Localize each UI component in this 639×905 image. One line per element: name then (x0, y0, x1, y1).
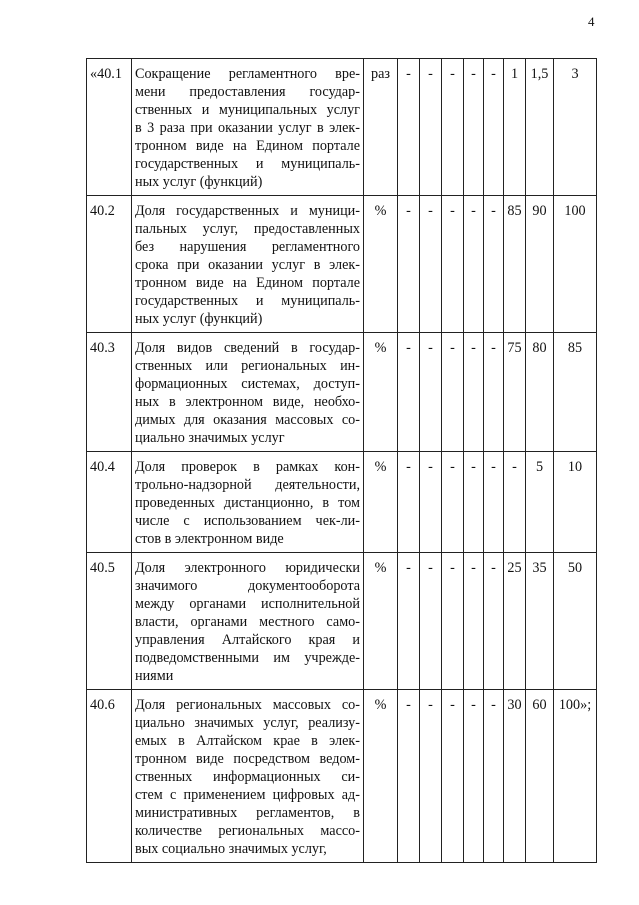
value-cell: - (504, 452, 526, 553)
value-cell: - (442, 690, 464, 863)
description-line: стов в электронном виде (135, 531, 284, 547)
description-line: управления Алтайского края и (135, 632, 360, 648)
value-cell: - (420, 333, 442, 452)
row-number-cell: 40.4 (87, 452, 132, 553)
value-cell: - (464, 690, 484, 863)
value-cell: 75 (504, 333, 526, 452)
description-line: ственных и муниципальных услуг (135, 102, 360, 118)
indicator-description-cell (132, 690, 364, 863)
value-cell: - (398, 452, 420, 553)
indicator-description-cell (132, 196, 364, 333)
unit-cell: % (364, 333, 398, 452)
value-cell: - (484, 690, 504, 863)
value-cell: - (442, 59, 464, 196)
value-cell: - (464, 452, 484, 553)
value-cell: - (442, 553, 464, 690)
description-line: емых в Алтайском крае в элек- (135, 733, 360, 749)
table-row (87, 196, 597, 333)
description-line: Доля проверок в рамках кон- (135, 459, 360, 475)
description-line: тронном виде на Едином портале (135, 138, 360, 154)
value-cell: - (442, 333, 464, 452)
description-line: вых социально значимых услуг, (135, 841, 327, 857)
value-cell: 80 (526, 333, 554, 452)
description-line: ственных или региональных ин- (135, 358, 360, 374)
value-cell: - (398, 553, 420, 690)
description-line: пальных услуг, предоставленных (135, 221, 360, 237)
value-cell: 90 (526, 196, 554, 333)
description-line: тронном виде посредством ведом- (135, 751, 360, 767)
value-cell: - (464, 333, 484, 452)
value-cell: - (484, 196, 504, 333)
value-cell: - (420, 196, 442, 333)
value-cell: - (398, 59, 420, 196)
value-cell: - (484, 553, 504, 690)
value-cell: - (420, 59, 442, 196)
table-row (87, 690, 597, 863)
row-number-cell: «40.1 (87, 59, 132, 196)
description-line: значимого документооборота (135, 578, 360, 594)
indicator-description-cell (132, 333, 364, 452)
value-cell: - (442, 196, 464, 333)
description-line: Доля государственных и муници- (135, 203, 360, 219)
description-line: циально значимых услуг, реализу- (135, 715, 360, 731)
description-line: Доля региональных массовых со- (135, 697, 360, 713)
description-line: числе с использованием чек-ли- (135, 513, 360, 529)
page-number: 4 (588, 14, 595, 29)
description-line: количестве региональных массо- (135, 823, 360, 839)
value-cell: 85 (554, 333, 597, 452)
value-cell: 10 (554, 452, 597, 553)
description-line: Сокращение регламентного вре- (135, 66, 360, 82)
row-number-cell: 40.5 (87, 553, 132, 690)
value-cell: - (398, 333, 420, 452)
indicator-description-cell (132, 553, 364, 690)
description-line: стем с применением цифровых ад- (135, 787, 360, 803)
unit-cell: % (364, 196, 398, 333)
unit-cell: раз (364, 59, 398, 196)
value-cell: - (398, 196, 420, 333)
unit-cell: % (364, 553, 398, 690)
value-cell: - (442, 452, 464, 553)
value-cell: 100 (554, 196, 597, 333)
description-line: государственных и муниципаль- (135, 156, 360, 172)
description-line: ных в электронном виде, необхо- (135, 394, 360, 410)
value-cell: 50 (554, 553, 597, 690)
value-cell: 35 (526, 553, 554, 690)
description-line: без нарушения регламентного (135, 239, 360, 255)
value-cell: - (484, 452, 504, 553)
description-line: проведенных дистанционно, в том (135, 495, 360, 511)
value-cell: 5 (526, 452, 554, 553)
description-line: в 3 раза при оказании услуг в элек- (135, 120, 360, 136)
table-row (87, 553, 597, 690)
description-line: министративных регламентов, в (135, 805, 360, 821)
unit-cell: % (364, 690, 398, 863)
value-cell: - (484, 59, 504, 196)
table-row (87, 333, 597, 452)
row-number-cell: 40.2 (87, 196, 132, 333)
description-line: Доля видов сведений в государ- (135, 340, 360, 356)
value-cell: - (484, 333, 504, 452)
value-cell: - (420, 553, 442, 690)
value-cell: - (398, 690, 420, 863)
value-cell: - (464, 59, 484, 196)
row-number-cell: 40.6 (87, 690, 132, 863)
value-cell: - (464, 196, 484, 333)
description-line: формационных системах, доступ- (135, 376, 360, 392)
description-line: ных услуг (функций) (135, 311, 263, 327)
value-cell: 100»; (554, 690, 597, 863)
unit-cell: % (364, 452, 398, 553)
description-line: ных услуг (функций) (135, 174, 263, 190)
description-line: трольно-надзорной деятельности, (135, 477, 360, 493)
description-line: Доля электронного юридически (135, 560, 360, 576)
value-cell: 3 (554, 59, 597, 196)
indicator-description-cell (132, 452, 364, 553)
description-line: подведомственными им учрежде- (135, 650, 360, 666)
value-cell: 1,5 (526, 59, 554, 196)
row-number-cell: 40.3 (87, 333, 132, 452)
description-line: ниями (135, 668, 174, 684)
description-line: циально значимых услуг (135, 430, 285, 446)
indicators-table (86, 58, 597, 863)
value-cell: 1 (504, 59, 526, 196)
indicator-description-cell (132, 59, 364, 196)
description-line: власти, органами местного само- (135, 614, 360, 630)
value-cell: 60 (526, 690, 554, 863)
value-cell: - (420, 452, 442, 553)
description-line: мени предоставления государ- (135, 84, 360, 100)
value-cell: 85 (504, 196, 526, 333)
table-row (87, 452, 597, 553)
value-cell: 25 (504, 553, 526, 690)
description-line: срока при оказании услуг в элек- (135, 257, 360, 273)
value-cell: - (464, 553, 484, 690)
value-cell: 30 (504, 690, 526, 863)
description-line: тронном виде на Едином портале (135, 275, 360, 291)
description-line: ственных информационных си- (135, 769, 360, 785)
value-cell: - (420, 690, 442, 863)
description-line: димых для оказания массовых со- (135, 412, 360, 428)
description-line: государственных и муниципаль- (135, 293, 360, 309)
table-row (87, 59, 597, 196)
description-line: между органами исполнительной (135, 596, 360, 612)
